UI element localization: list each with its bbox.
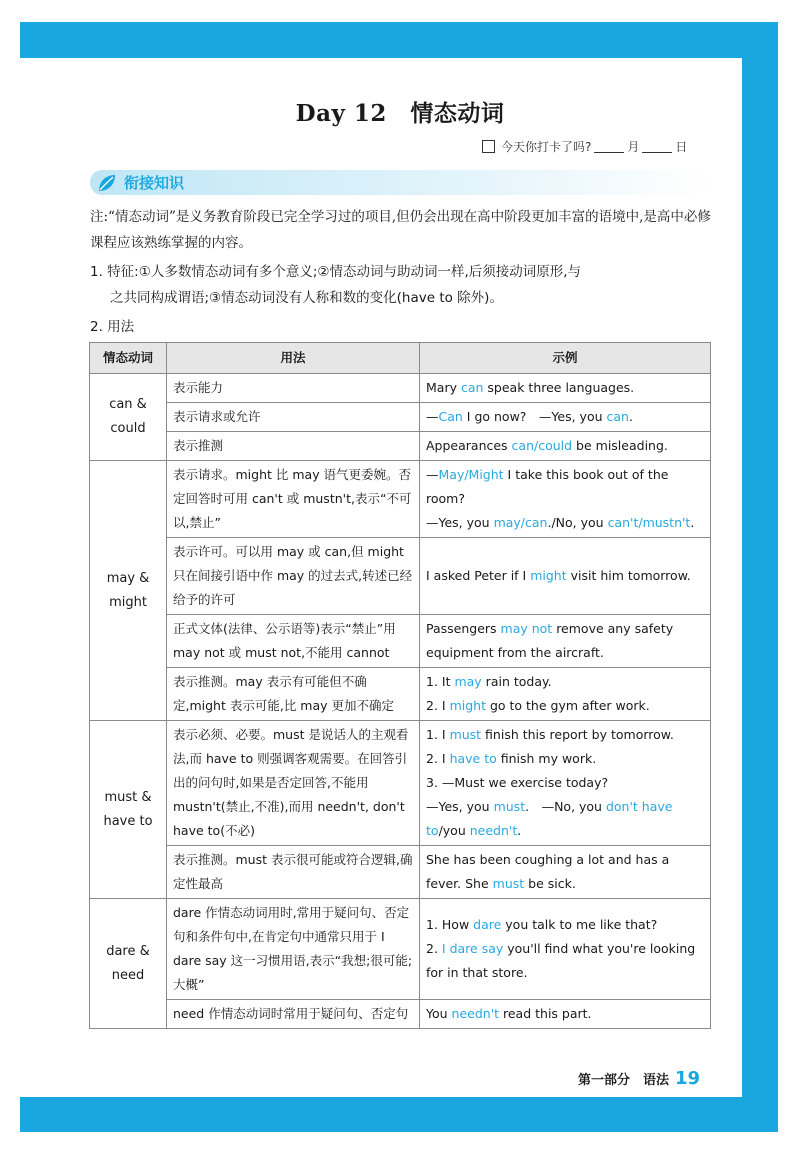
- usage-cell: 表示请求。might 比 may 语气更委婉。否定回答时可用 can't 或 mustn't,表示“不可以,禁止”: [167, 461, 420, 538]
- header-example: 示例: [420, 343, 711, 374]
- page-footer: [578, 1068, 700, 1089]
- day-label: 日: [675, 140, 688, 154]
- table-row: [90, 1000, 711, 1029]
- table-row: [90, 538, 711, 615]
- header-usage: 用法: [167, 343, 420, 374]
- usage-cell: 表示推测: [167, 432, 420, 461]
- example-cell: You needn't read this part.: [420, 1000, 711, 1029]
- month-blank[interactable]: [594, 141, 624, 153]
- checkin-prompt: 今天你打卡了吗?: [501, 140, 592, 154]
- header-verb: 情态动词: [90, 343, 167, 374]
- page-number: 19: [675, 1068, 701, 1089]
- example-cell: 1. I must finish this report by tomorrow. 2. I have to finish my work. 3. —Must we exercise today? —Yes, you must. —No, you don't have to/you needn't.: [420, 721, 711, 846]
- month-label: 月: [627, 140, 640, 154]
- leaf-icon: [96, 172, 118, 194]
- example-cell: Appearances can/could be misleading.: [420, 432, 711, 461]
- example-cell: I asked Peter if I might visit him tomorrow.: [420, 538, 711, 615]
- table-row: [90, 461, 711, 538]
- table-row: [90, 899, 711, 1000]
- usage-cell: dare 作情态动词用时,常用于疑问句、否定句和条件句中,在肯定句中通常只用于 I dare say 这一习惯用语,表示“我想;很可能;大概”: [167, 899, 420, 1000]
- table-row: [90, 721, 711, 846]
- table-row: [90, 615, 711, 668]
- table-row: [90, 668, 711, 721]
- usage-cell: need 作情态动词时常用于疑问句、否定句: [167, 1000, 420, 1029]
- example-cell: —Can I go now? —Yes, you can.: [420, 403, 711, 432]
- table-body: [90, 374, 711, 1029]
- blue-frame-bottom: [20, 1097, 778, 1132]
- features-line: 1. 特征:①人多数情态动词有多个意义;②情态动词与助动词一样,后须接动词原形,与: [90, 264, 582, 280]
- note-paragraph: 注:“情态动词”是义务教育阶段已完全学习过的项目,但仍会出现在高中阶段更加丰富的语境中,是高中必修课程应该熟练掌握的内容。: [90, 209, 711, 251]
- example-cell: 1. How dare you talk to me like that? 2. I dare say you'll find what you're looking for in that store.: [420, 899, 711, 1000]
- day-blank[interactable]: [642, 141, 672, 153]
- section-header: [90, 170, 710, 195]
- table-header-row: [90, 343, 711, 374]
- usage-cell: 正式文体(法律、公示语等)表示“禁止”用 may not 或 must not,不能用 cannot: [167, 615, 420, 668]
- verb-cell: can & could: [90, 374, 167, 461]
- example-cell: Mary can speak three languages.: [420, 374, 711, 403]
- verb-cell: may & might: [90, 461, 167, 721]
- usage-cell: 表示能力: [167, 374, 420, 403]
- page-title: Day 12 情态动词: [295, 100, 505, 127]
- section-title: 衔接知识: [124, 174, 185, 192]
- usage-cell: 表示请求或允许: [167, 403, 420, 432]
- example-cell: 1. It may rain today. 2. I might go to the gym after work.: [420, 668, 711, 721]
- verb-cell: dare & need: [90, 899, 167, 1029]
- table-row: [90, 846, 711, 899]
- usage-cell: 表示推测。may 表示有可能但不确定,might 表示可能,比 may 更加不确定: [167, 668, 420, 721]
- usage-cell: 表示许可。可以用 may 或 can,但 might 只在间接引语中作 may 的过去式,转述已经给予的许可: [167, 538, 420, 615]
- blue-frame-right: [742, 22, 778, 1132]
- example-cell: She has been coughing a lot and has a fever. She must be sick.: [420, 846, 711, 899]
- blue-frame-top: [20, 22, 778, 58]
- usage-cell: 表示推测。must 表示很可能或符合逻辑,确定性最高: [167, 846, 420, 899]
- table-row: [90, 432, 711, 461]
- table-row: [90, 374, 711, 403]
- modal-verb-table: [89, 342, 711, 1029]
- example-cell: Passengers may not remove any safety equipment from the aircraft.: [420, 615, 711, 668]
- example-cell: —May/Might I take this book out of the room? —Yes, you may/can./No, you can't/mustn't.: [420, 461, 711, 538]
- features-cont: 之共同构成谓语;③情态动词没有人称和数的变化(have to 除外)。: [110, 290, 503, 306]
- usage-heading: 2. 用法: [90, 319, 135, 335]
- verb-cell: must & have to: [90, 721, 167, 899]
- table-row: [90, 403, 711, 432]
- usage-cell: 表示必须、必要。must 是说话人的主观看法,而 have to 则强调客观需要。在回答引出的问句时,如果是否定回答,不能用 mustn't(禁止,不准),而用 needn't, don't have to(不必): [167, 721, 420, 846]
- features-item: [90, 259, 715, 311]
- checkin-line: [482, 138, 687, 155]
- footer-part: 第一部分 语法: [578, 1073, 670, 1088]
- checkbox-icon[interactable]: [482, 140, 495, 153]
